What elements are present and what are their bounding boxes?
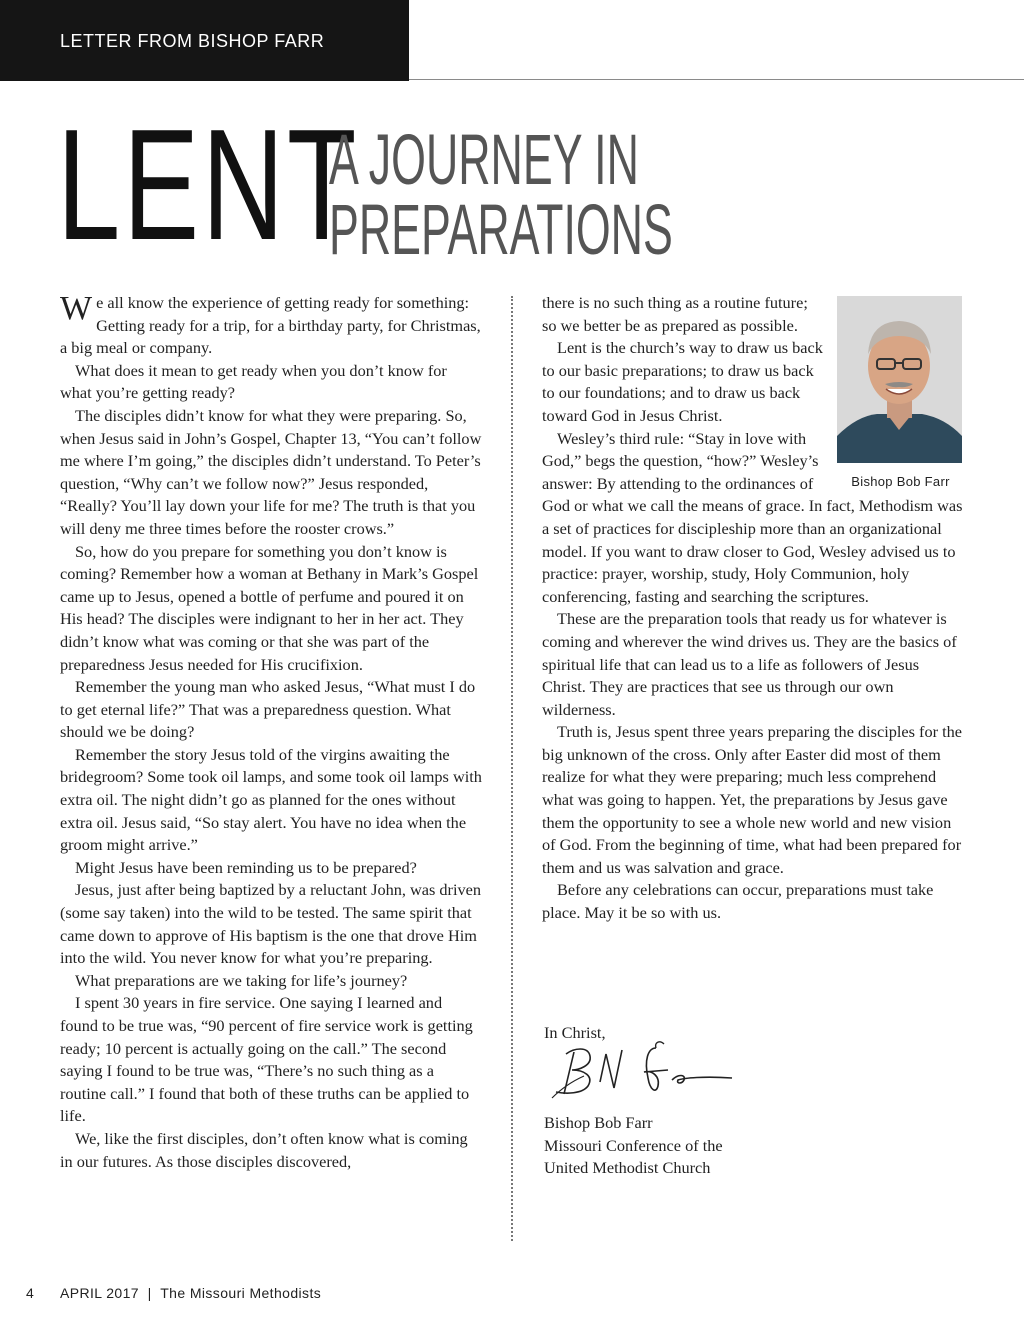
body-paragraph: Truth is, Jesus spent three years preparing the disciples for the big unknown of the cross. Only after Easter did most of them realize for what they were preparing; much less comprehend what was going to happen. Yet, the preparations by Jesus gave them the opportunity to see a whole new world and new vision of God. From the beginning of time, what had been prepared for them and us was salvation and grace.	[542, 722, 962, 877]
right-column	[542, 292, 964, 925]
section-label: LETTER FROM BISHOP FARR	[60, 31, 325, 51]
body-paragraph: Remember the young man who asked Jesus, “What must I do to get eternal life?” That was a preparedness question. What should we be doing?	[60, 677, 476, 742]
column-divider	[511, 296, 513, 1241]
portrait-image	[837, 296, 962, 463]
body-paragraph: These are the preparation tools that ready us for whatever is coming and wherever the wind drives us. They are the basics of spiritual life that can lead us to a life as followers of Jesus Christ. They are practices that see us through our own wilderness.	[542, 609, 957, 719]
footer-separator: |	[147, 1285, 152, 1301]
closing-salutation: In Christ,	[544, 1023, 606, 1042]
signature-title-line2: United Methodist Church	[544, 1158, 711, 1178]
body-paragraph: What preparations are we taking for life’s journey?	[75, 970, 408, 990]
signature-title-line1: Missouri Conference of the	[544, 1135, 723, 1155]
title-subtitle	[329, 121, 673, 270]
drop-cap: W	[60, 290, 93, 327]
body-paragraph: The disciples didn’t know for what they were preparing. So, when Jesus said in John’s Gospel, Chapter 13, “You can’t follow me where I’m going,” the disciples didn’t understand. To Peter’s question, “Why can’t we follow now?” Jesus responded, “Really? You’ll lay down your life for me? The truth is that you will deny me three times before the rooster crows.”	[60, 405, 482, 538]
body-paragraph: I spent 30 years in fire service. One saying I learned and found to be true was, “90 percent of fire service work is getting ready; 10 percent is actually going on the call.” The second saying I found to be true was, “There’s no such thing as a routine call.” I found that both of these truths can be applied to life.	[60, 993, 473, 1126]
page-footer	[26, 1285, 321, 1301]
header-rule	[409, 79, 1024, 80]
handwritten-signature	[544, 1036, 744, 1113]
publication-name: The Missouri Methodists	[160, 1285, 322, 1301]
section-header	[0, 0, 409, 81]
body-paragraph: What does it mean to get ready when you don’t know for what you’re getting ready?	[60, 360, 447, 403]
author-photo-block	[837, 296, 964, 494]
page-number: 4	[26, 1285, 35, 1301]
author-photo	[837, 296, 962, 463]
left-column	[60, 292, 482, 1173]
photo-caption: Bishop Bob Farr	[851, 474, 950, 489]
body-paragraph: Before any celebrations can occur, preparations must take place. May it be so with us.	[542, 880, 934, 923]
title-subtitle-line2: PREPARATIONS	[329, 191, 673, 270]
body-paragraph: Wesley’s third rule: “Stay in love with God,” begs the question, “how?” Wesley’s answer: By attending to the ordinances of God or what we call the means of grace. In fact, Methodism was a set of practices for discipleship more than an organizational model. If you want to draw closer to God, Wesley advised us to practice: prayer, worship, study, Holy Communion, holy conferencing, fasting and searching the scriptures.	[542, 428, 963, 606]
signature-name: Bishop Bob Farr	[544, 1113, 653, 1132]
body-paragraph	[60, 292, 482, 360]
body-paragraph: We, like the first disciples, don’t often know what is coming in our futures. As those disciples discovered,	[60, 1128, 468, 1171]
body-paragraph: there is no such thing as a routine future; so we better be as prepared as possible.	[542, 293, 808, 335]
title-subtitle-line1: A JOURNEY IN	[329, 121, 639, 200]
title-main: LENT	[57, 97, 360, 273]
issue-date: APRIL 2017	[60, 1285, 139, 1301]
signature-details	[544, 1112, 723, 1180]
body-paragraph: Jesus, just after being baptized by a reluctant John, was driven (some say taken) into the wild to be tested. The same spirit that came down to approve of His baptism is the one that drove Him into the wild. You never know for what you’re preparing.	[60, 880, 482, 968]
body-paragraph: Remember the story Jesus told of the virgins awaiting the bridegroom? Some took oil lamps, and some took oil lamps with extra oil. The night didn’t go as planned for the ones without extra oil. Jesus said, “So stay alert. You have no idea when the groom might arrive.”	[60, 744, 482, 855]
body-paragraph: Lent is the church’s way to draw us back to our basic preparations; to draw us back to our foundations; and to draw us back toward God in Jesus Christ.	[542, 338, 823, 425]
body-paragraph: So, how do you prepare for something you don’t know is coming? Remember how a woman at Bethany in Mark’s Gospel came up to Jesus, opened a bottle of perfume and poured it on His head? The disciples were indignant to her in her act. They didn’t know what was coming or that she was part of the preparedness Jesus needed for His crucifixion.	[60, 541, 479, 674]
signature-image	[544, 1036, 744, 1108]
body-paragraph: Might Jesus have been reminding us to be prepared?	[75, 857, 417, 877]
first-paragraph-text: e all know the experience of getting ready for something: Getting ready for a trip, for a birthday party, for Christmas, a big meal or company.	[60, 293, 481, 358]
